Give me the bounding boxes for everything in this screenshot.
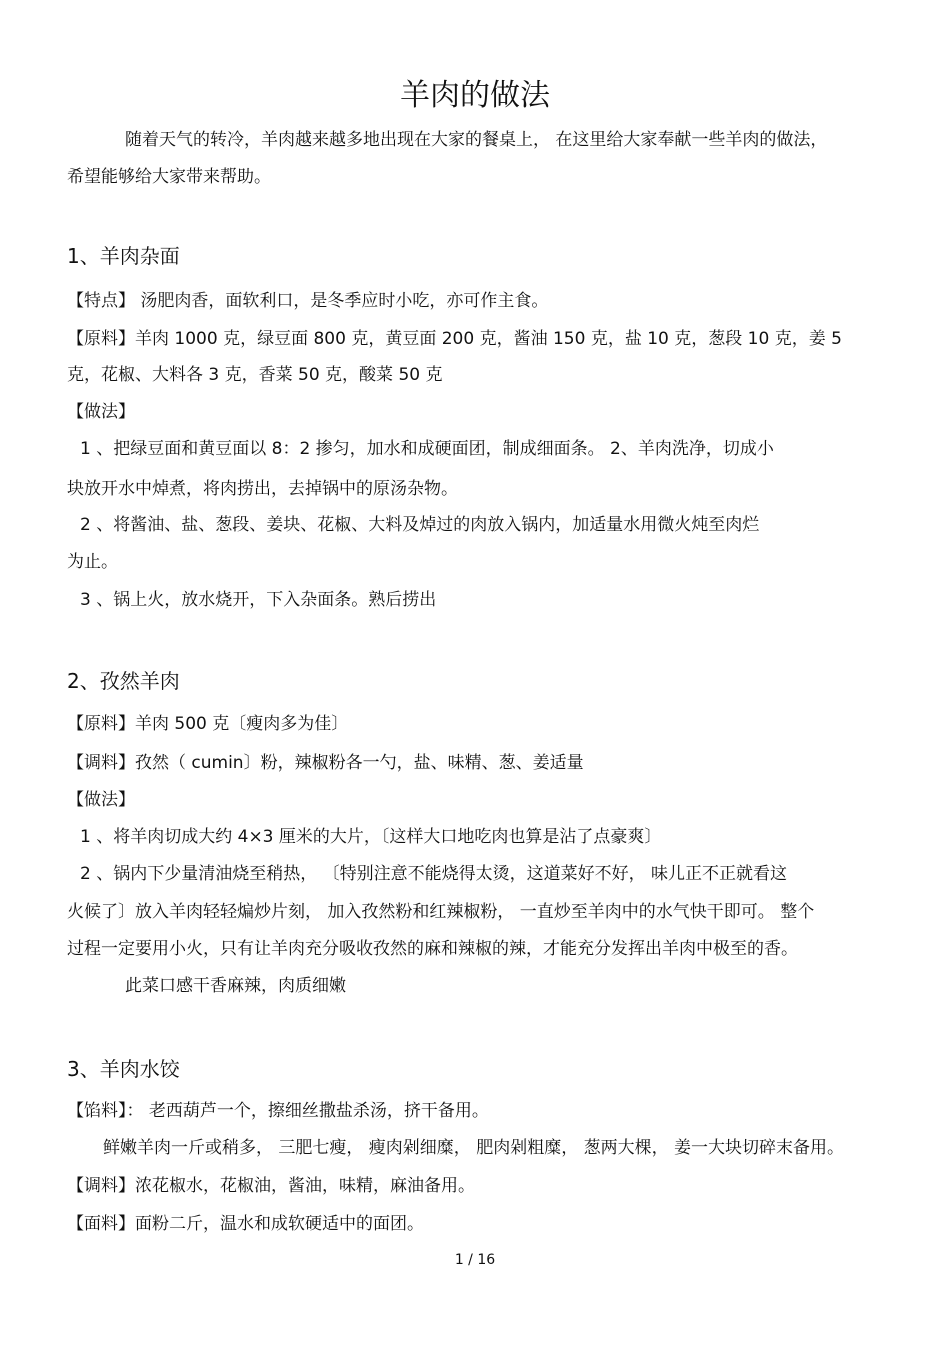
- paragraph-line: 3 、锅上火，放水烧开，下入杂面条。熟后捞出: [80, 590, 437, 610]
- page-number: 1 / 16: [454, 1252, 496, 1268]
- paragraph-line: 过程一定要用小火，只有让羊肉充分吸收孜然的麻和辣椒的辣，才能充分发挥出羊肉中极至的香。: [67, 939, 798, 959]
- paragraph-line: 1 、把绿豆面和黄豆面以 8：2 掺匀，加水和成硬面团，制成细面条。 2、羊肉洗净，切成小: [80, 439, 774, 459]
- paragraph-line: 克，花椒、大料各 3 克，香菜 50 克，酸菜 50 克: [67, 365, 443, 385]
- paragraph-line: 【调料】孜然（ cumin〕粉，辣椒粉各一勺，盐、味精、葱、姜适量: [67, 753, 584, 773]
- paragraph-line: 2 、锅内下少量清油烧至稍热， 〔特别注意不能烧得太烫，这道菜好不好， 味儿正不正就看这: [80, 864, 788, 884]
- paragraph-line: 火候了〕放入羊肉轻轻煸炒片刻， 加入孜然粉和红辣椒粉， 一直炒至羊肉中的水气快干即可。 整个: [67, 902, 815, 922]
- paragraph-line: 【做法】: [67, 402, 135, 422]
- section-heading: 1、羊肉杂面: [67, 244, 180, 268]
- paragraph-line: 【原料】羊肉 1000 克，绿豆面 800 克，黄豆面 200 克，酱油 150 克，盐 10 克，葱段 10 克，姜 5: [67, 329, 842, 349]
- paragraph-line: 【原料】羊肉 500 克〔瘦肉多为佳〕: [67, 714, 349, 734]
- paragraph-line: 【调料】浓花椒水，花椒油，酱油，味精，麻油备用。: [67, 1176, 475, 1196]
- section-heading: 3、羊肉水饺: [67, 1057, 180, 1081]
- paragraph-line: 【做法】: [67, 790, 135, 810]
- paragraph-line: 【面料】面粉二斤，温水和成软硬适中的面团。: [67, 1214, 424, 1234]
- paragraph-line: 1 、将羊肉切成大约 4×3 厘米的大片，〔这样大口地吃肉也算是沾了点豪爽〕: [80, 827, 662, 847]
- paragraph-line: 2 、将酱油、盐、葱段、姜块、花椒、大料及焯过的肉放入锅内，加适量水用微火炖至肉烂: [80, 515, 760, 535]
- intro-line: 随着天气的转冷，羊肉越来越多地出现在大家的餐桌上， 在这里给大家奉献一些羊肉的做法，: [125, 130, 828, 150]
- paragraph-line: 【特点】 汤肥肉香，面软利口，是冬季应时小吃，亦可作主食。: [67, 291, 549, 311]
- section-heading: 2、孜然羊肉: [67, 669, 180, 693]
- paragraph-line: 此菜口感干香麻辣，肉质细嫩: [125, 976, 346, 996]
- intro-line: 希望能够给大家带来帮助。: [67, 167, 271, 187]
- paragraph-line: 【馅料】： 老西葫芦一个，擦细丝撒盐杀汤，挤干备用。: [67, 1101, 489, 1121]
- paragraph-line: 块放开水中焯煮，将肉捞出，去掉锅中的原汤杂物。: [67, 479, 458, 499]
- paragraph-line: 鲜嫩羊肉一斤或稍多， 三肥七瘦， 瘦肉剁细糜， 肥肉剁粗糜， 葱两大棵， 姜一大块切碎末备用。: [103, 1138, 845, 1158]
- page-title: 羊肉的做法: [400, 78, 550, 113]
- paragraph-line: 为止。: [67, 552, 118, 572]
